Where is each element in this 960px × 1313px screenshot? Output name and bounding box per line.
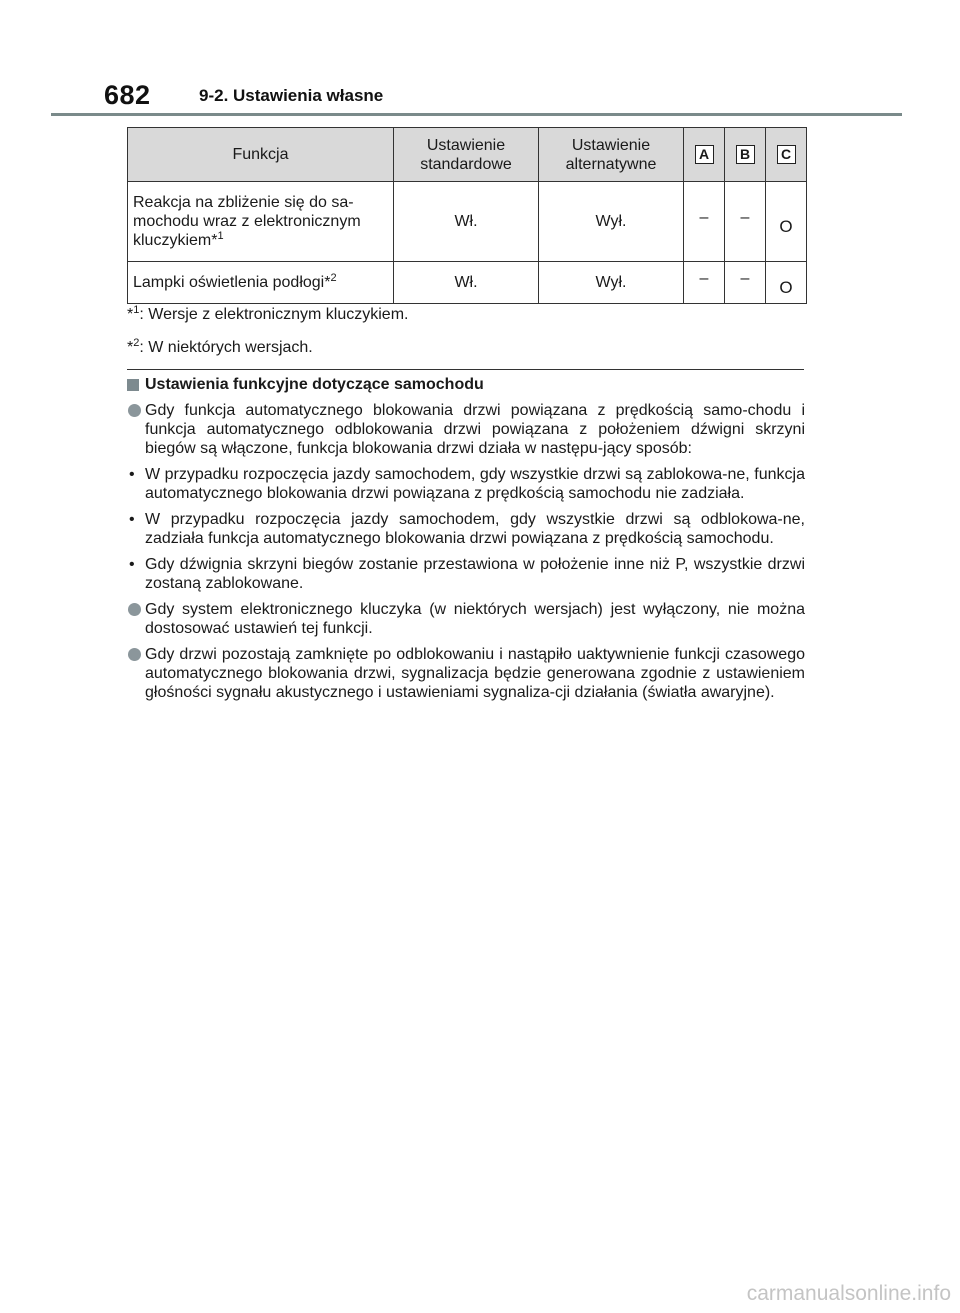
- row-col-b: [725, 262, 766, 304]
- row-function-line: Lampki oświetlenia podłogi*: [133, 274, 331, 291]
- section-heading: [127, 375, 805, 394]
- paragraph: [127, 645, 805, 702]
- circle-bullet-icon: [128, 603, 141, 616]
- row-col-a: [684, 262, 725, 304]
- watermark: carmanualsonline.info: [746, 1282, 951, 1305]
- header-alternative-line1: Ustawienie: [571, 136, 651, 154]
- list-item: [127, 555, 805, 593]
- dash-mark: –: [699, 208, 709, 226]
- dash-mark: –: [740, 269, 750, 287]
- header-alternative: [539, 128, 684, 182]
- row-function-line: Reakcja na zbliżenie się do sa-: [133, 194, 354, 211]
- dash-mark: –: [699, 269, 709, 287]
- row-function: [128, 182, 394, 262]
- header-default-line1: Ustawienie: [426, 136, 506, 154]
- letter-a-icon: A: [695, 145, 714, 164]
- dash-mark: –: [740, 208, 750, 226]
- row-default: Wł.: [394, 262, 539, 304]
- row-col-a: [684, 182, 725, 262]
- header-default-line2: standardowe: [420, 155, 512, 173]
- bullet-icon: •: [129, 466, 135, 483]
- paragraph-text: Gdy funkcja automatycznego blokowania drzwi powiązana z prędkością samo-chodu i funkcja automatycznego odblokowania drzwi powiązana z położeniem dźwigni skrzyni biegów są włączone, funkcja blokowania drzwi działa w następu-jący sposób:: [145, 402, 805, 457]
- footnote-text: : Wersje z elektronicznym kluczykiem.: [139, 306, 409, 323]
- footnote: [127, 305, 408, 324]
- section-content: [127, 375, 805, 709]
- paragraph-text: Gdy system elektronicznego kluczyka (w niektórych wersjach) jest wyłączony, nie można dostosować ustawień tej funkcji.: [145, 601, 805, 637]
- letter-c-icon: C: [777, 145, 796, 164]
- letter-b-icon: B: [736, 145, 755, 164]
- header-col-c: [766, 128, 807, 182]
- row-col-c: [766, 182, 807, 262]
- header-col-a: [684, 128, 725, 182]
- list-item-text: W przypadku rozpoczęcia jazdy samochodem, gdy wszystkie drzwi są zablokowa-ne, funkcja automatycznego blokowania drzwi powiązana z prędkością samochodu nie zadziała.: [145, 466, 805, 502]
- section-heading-text: Ustawienia funkcyjne dotyczące samochodu: [145, 376, 484, 393]
- row-function-line: kluczykiem*: [133, 232, 218, 249]
- circle-bullet-icon: [128, 648, 141, 661]
- header-divider: [51, 113, 902, 116]
- bullet-icon: •: [129, 556, 135, 573]
- footnote-star: *: [127, 306, 134, 323]
- section-divider: [127, 369, 804, 370]
- footnote-star: *: [127, 339, 134, 356]
- footnote: [127, 338, 408, 357]
- footnote-ref: 1: [217, 230, 224, 242]
- row-function: [128, 262, 394, 304]
- list-item: [127, 510, 805, 548]
- row-col-b: [725, 182, 766, 262]
- row-alternative: Wył.: [539, 262, 684, 304]
- row-alternative: Wył.: [539, 182, 684, 262]
- table-row: [128, 182, 807, 262]
- list-item-text: W przypadku rozpoczęcia jazdy samochodem, gdy wszystkie drzwi są odblokowa-ne, zadziała funkcja automatycznego blokowania drzwi powiązana z prędkością samochodu.: [145, 511, 805, 547]
- header-default: [394, 128, 539, 182]
- circle-mark: O: [779, 277, 793, 297]
- table-row: [128, 262, 807, 304]
- circle-bullet-icon: [128, 404, 141, 417]
- circle-mark: O: [779, 216, 793, 236]
- footnote-text: : W niektórych wersjach.: [139, 339, 313, 356]
- page-number: 682: [104, 80, 151, 110]
- footnote-ref: 2: [330, 272, 337, 284]
- table-header-row: [128, 128, 807, 182]
- paragraph: [127, 401, 805, 458]
- paragraph-text: Gdy drzwi pozostają zamknięte po odblokowaniu i nastąpiło uaktywnienie funkcji czasowego automatycznego blokowania drzwi, sygnalizacja będzie generowana zgodnie z ustawieniem głośności sygnału akustycznego i ustawieniami sygnaliza-cji działania (światła awaryjne).: [145, 646, 805, 701]
- bullet-icon: •: [129, 511, 135, 528]
- footnotes: [127, 305, 408, 371]
- header-alternative-line2: alternatywne: [565, 155, 657, 173]
- settings-table: [127, 127, 807, 304]
- row-col-c: [766, 262, 807, 304]
- list-item-text: Gdy dźwignia skrzyni biegów zostanie przestawiona w położenie inne niż P, wszystkie drzwi zostaną zablokowane.: [145, 556, 805, 592]
- header-col-b: [725, 128, 766, 182]
- section-title: 9-2. Ustawienia własne: [199, 86, 384, 105]
- paragraph: [127, 600, 805, 638]
- row-default: Wł.: [394, 182, 539, 262]
- footnote-number: 2: [133, 337, 140, 349]
- row-function-line: mochodu wraz z elektronicznym: [133, 213, 361, 230]
- square-bullet-icon: [127, 379, 139, 391]
- list-item: [127, 465, 805, 503]
- header-function: Funkcja: [128, 128, 394, 182]
- footnote-number: 1: [133, 304, 140, 316]
